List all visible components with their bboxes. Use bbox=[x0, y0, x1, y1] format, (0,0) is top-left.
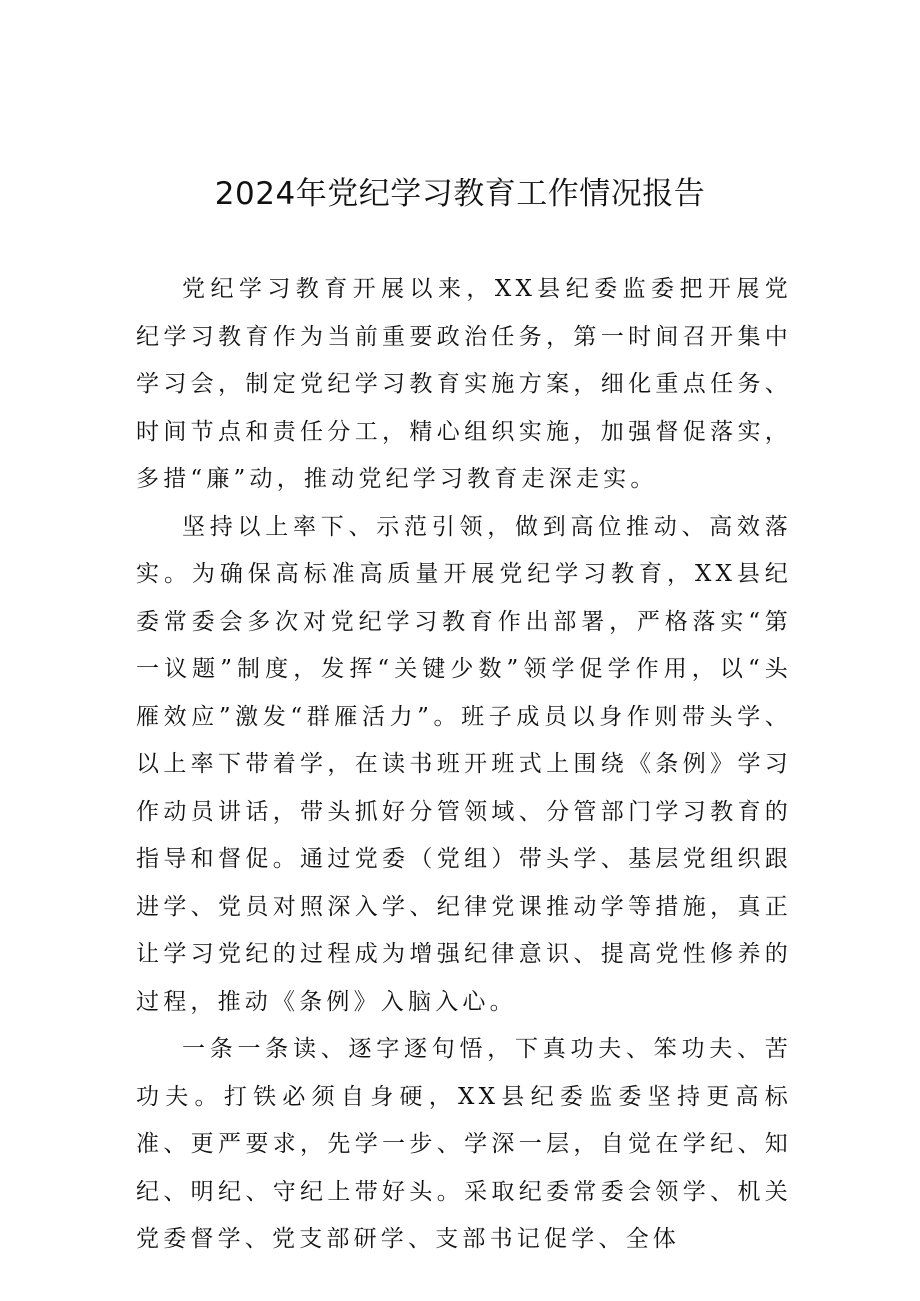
paragraph-1: 党纪学习教育开展以来，XX县纪委监委把开展党纪学习教育作为当前重要政治任务，第一时间召开集中学习会，制定党纪学习教育实施方案，细化重点任务、时间节点和责任分工，精心组织实施，加强督促落实，多措“廉”动，推动党纪学习教育走深走实。 bbox=[136, 276, 792, 492]
document-body bbox=[136, 266, 792, 1264]
paragraph-3: 一条一条读、逐字逐句悟，下真功夫、笨功夫、苦功夫。打铁必须自身硬，XX县纪委监委坚持更高标准、更严要求，先学一步、学深一层，自觉在学纪、知纪、明纪、守纪上带好头。采取纪委常委会领学、机关党委督学、党支部研学、支部书记促学、全体 bbox=[136, 1036, 792, 1252]
document-title: 2024年党纪学习教育工作情况报告 bbox=[214, 176, 706, 212]
paragraph-2: 坚持以上率下、示范引领，做到高位推动、高效落实。为确保高标准高质量开展党纪学习教育，XX县纪委常委会多次对党纪学习教育作出部署，严格落实“第一议题”制度，发挥“关键少数”领学促学作用，以“头雁效应”激发“群雁活力”。班子成员以身作则带头学、以上率下带着学，在读书班开班式上围绕《条例》学习作动员讲话，带头抓好分管领域、分管部门学习教育的指导和督促。通过党委（党组）带头学、基层党组织跟进学、党员对照深入学、纪律党课推动学等措施，真正让学习党纪的过程成为增强纪律意识、提高党性修养的过程，推动《条例》入脑入心。 bbox=[136, 513, 792, 1015]
